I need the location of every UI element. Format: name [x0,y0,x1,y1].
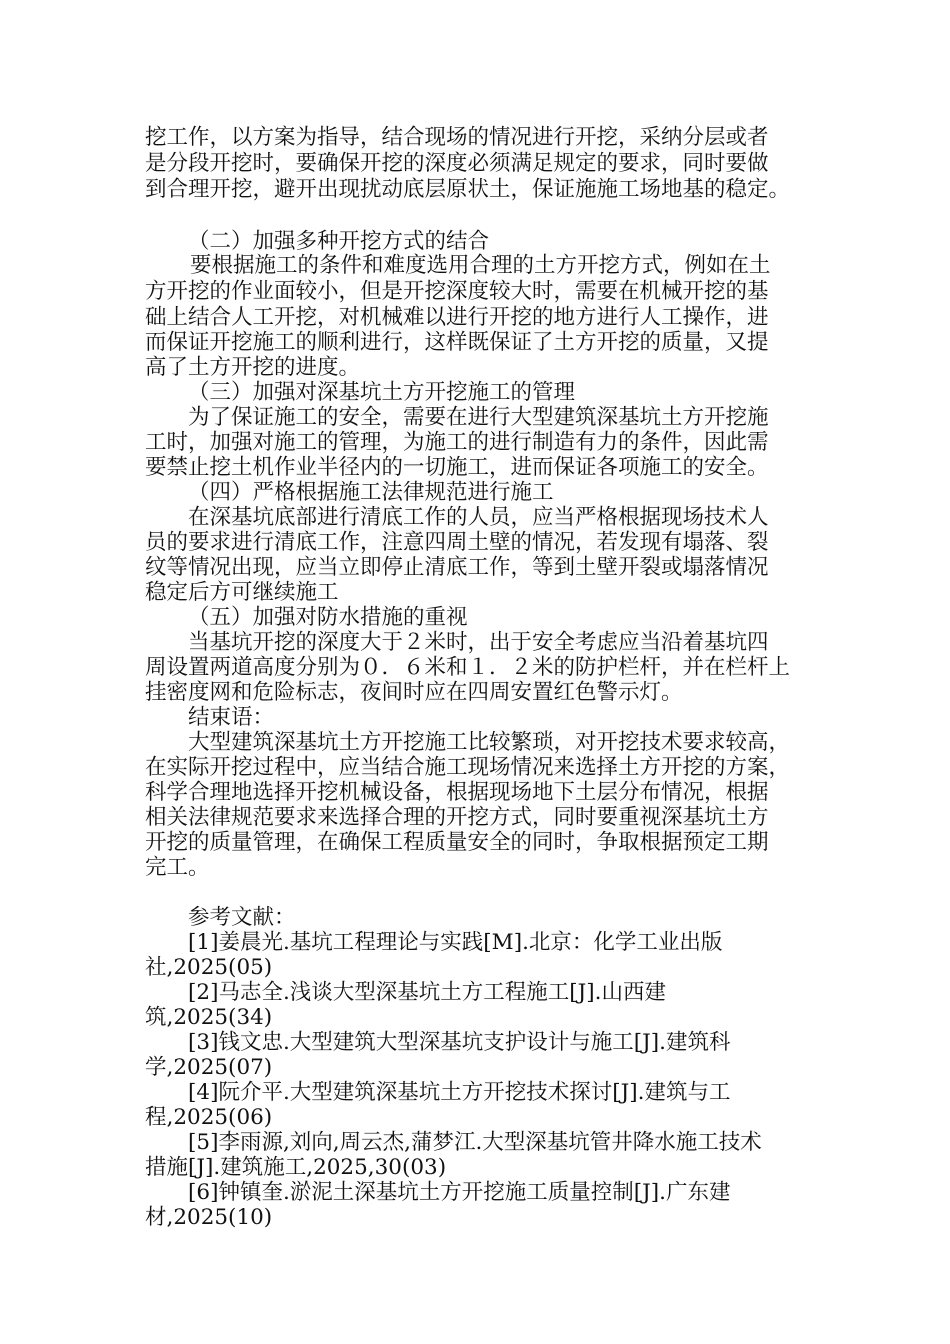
reference-line: 学,2025(07) [145,1055,273,1080]
paragraph-line: 大型建筑深基坑土方开挖施工比较繁琐，对开挖技术要求较高， [188,730,791,755]
paragraph-line: 周设置两道高度分别为０．６米和１．２米的防护栏杆，并在栏杆上 [145,655,791,680]
paragraph-line: 员的要求进行清底工作，注意四周土壁的情况，若发现有塌落、裂 [145,530,769,555]
reference-line: [5]李雨源,刘向,周云杰,蒲梦江.大型深基坑管井降水施工技术 [188,1130,762,1155]
paragraph-line: 础上结合人工开挖，对机械难以进行开挖的地方进行人工操作，进 [145,305,769,330]
reference-line: 筑,2025(34) [145,1005,273,1030]
paragraph-line: 要根据施工的条件和难度选用合理的土方开挖方式，例如在土 [190,253,771,278]
paragraph-line: 到合理开挖，避开出现扰动底层原状土，保证施施工场地基的稳定。 [145,177,791,202]
paragraph-line: 挂密度网和危险标志，夜间时应在四周安置红色警示灯。 [145,680,683,705]
references-heading: 参考文献： [188,905,296,930]
paragraph-line: 完工。 [145,855,210,880]
section-heading-2: （二）加强多种开挖方式的结合 [188,229,490,254]
section-heading-3: （三）加强对深基坑土方开挖施工的管理 [188,380,576,405]
reference-line: [1]姜晨光.基坑工程理论与实践[M].北京：化学工业出版 [188,930,723,955]
conclusion-heading: 结束语： [188,705,275,730]
paragraph-line: 在实际开挖过程中，应当结合施工现场情况来选择土方开挖的方案， [145,755,791,780]
reference-line: 程,2025(06) [145,1105,273,1130]
paragraph-line: 为了保证施工的安全，需要在进行大型建筑深基坑土方开挖施 [188,405,769,430]
reference-line: [3]钱文忠.大型建筑大型深基坑支护设计与施工[J].建筑科 [188,1030,731,1055]
paragraph-line: 工时，加强对施工的管理，为施工的进行制造有力的条件，因此需 [145,430,769,455]
paragraph-line: 而保证开挖施工的顺利进行，这样既保证了土方开挖的质量，又提 [145,330,769,355]
section-heading-5: （五）加强对防水措施的重视 [188,605,468,630]
paragraph-line: 高了土方开挖的进度。 [145,355,361,380]
reference-line: 社,2025(05) [145,955,273,980]
paragraph-line: 要禁止挖土机作业半径内的一切施工，进而保证各项施工的安全。 [145,455,769,480]
paragraph-line: 科学合理地选择开挖机械设备，根据现场地下土层分布情况，根据 [145,780,769,805]
reference-line: 材,2025(10) [145,1205,273,1230]
paragraph-line: 是分段开挖时，要确保开挖的深度必须满足规定的要求，同时要做 [145,151,769,176]
reference-line: [4]阮介平.大型建筑深基坑土方开挖技术探讨[J].建筑与工 [188,1080,731,1105]
paragraph-line: 方开挖的作业面较小，但是开挖深度较大时，需要在机械开挖的基 [145,279,769,304]
paragraph-line: 相关法律规范要求来选择合理的开挖方式，同时要重视深基坑土方 [145,805,769,830]
paragraph-line: 在深基坑底部进行清底工作的人员，应当严格根据现场技术人 [188,505,769,530]
reference-line: [6]钟镇奎.淤泥土深基坑土方开挖施工质量控制[J].广东建 [188,1180,731,1205]
reference-line: 措施[J].建筑施工,2025,30(03) [145,1155,447,1180]
paragraph-line: 开挖的质量管理，在确保工程质量安全的同时，争取根据预定工期 [145,830,769,855]
paragraph-line: 纹等情况出现，应当立即停止清底工作，等到土壁开裂或塌落情况 [145,555,769,580]
reference-line: [2]马志全.浅谈大型深基坑土方工程施工[J].山西建 [188,980,667,1005]
paragraph-line: 稳定后方可继续施工 [145,580,339,605]
paragraph-line: 当基坑开挖的深度大于２米时，出于安全考虑应当沿着基坑四 [188,630,769,655]
section-heading-4: （四）严格根据施工法律规范进行施工 [188,480,554,505]
paragraph-line: 挖工作，以方案为指导，结合现场的情况进行开挖，采纳分层或者 [145,125,769,150]
